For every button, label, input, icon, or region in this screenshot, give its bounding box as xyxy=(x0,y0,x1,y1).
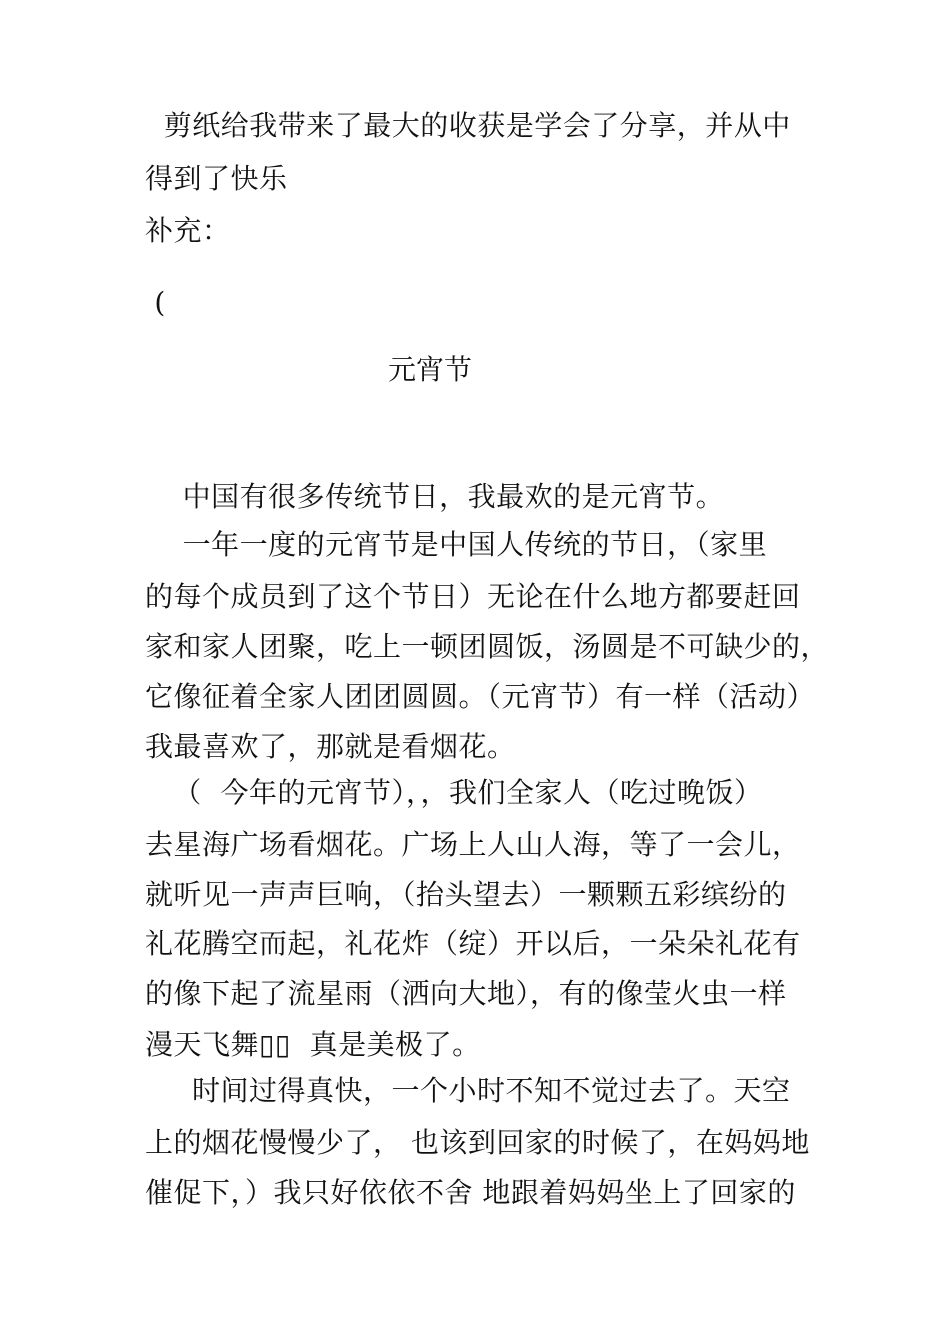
essay-line: 的每个成员到了这个节日）无论在什么地方都要赶回 xyxy=(145,580,801,613)
essay-line: 它像征着全家人团团圆圆。（元宵节）有一样（活动） xyxy=(145,680,816,713)
essay-line: 礼花腾空而起，礼花炸（绽）开以后，一朵朵礼花有 xyxy=(145,927,801,960)
supplement-label: 补充： xyxy=(145,214,231,247)
paragraph-line: 剪纸给我带来了最大的收获是学会了分享，并从中 xyxy=(145,109,791,142)
essay-line: 漫天飞舞▯▯ 真是美极了。 xyxy=(145,1028,481,1061)
open-parenthesis: ( xyxy=(145,286,166,319)
essay-line: 时间过得真快，一个小时不知不觉过去了。天空 xyxy=(145,1074,791,1107)
essay-line: 家和家人团聚，吃上一顿团圆饭，汤圆是不可缺少的， xyxy=(145,630,830,663)
paragraph-line: 得到了快乐 xyxy=(145,162,288,195)
essay-title: 元宵节 xyxy=(388,353,473,386)
essay-line: 的像下起了流星雨（洒向大地），有的像莹火虫一样 xyxy=(145,977,787,1010)
essay-line: 一年一度的元宵节是中国人传统的节日，（家里 xyxy=(145,528,768,561)
essay-line: 就听见一声声巨响，（抬头望去）一颗颗五彩缤纷的 xyxy=(145,878,787,911)
essay-line: 上的烟花慢慢少了， 也该到回家的时候了，在妈妈地 xyxy=(145,1126,810,1159)
essay-line: 催促下，）我只好依依不舍 地跟着妈妈坐上了回家的 xyxy=(145,1176,796,1209)
essay-line: （ 今年的元宵节），，我们全家人（吃过晚饭） xyxy=(145,776,763,809)
essay-line: 去星海广场看烟花。广场上人山人海，等了一会儿， xyxy=(145,828,801,861)
essay-line: 中国有很多传统节日，我最欢的是元宵节。 xyxy=(145,480,725,513)
essay-line: 我最喜欢了，那就是看烟花。 xyxy=(145,730,516,763)
